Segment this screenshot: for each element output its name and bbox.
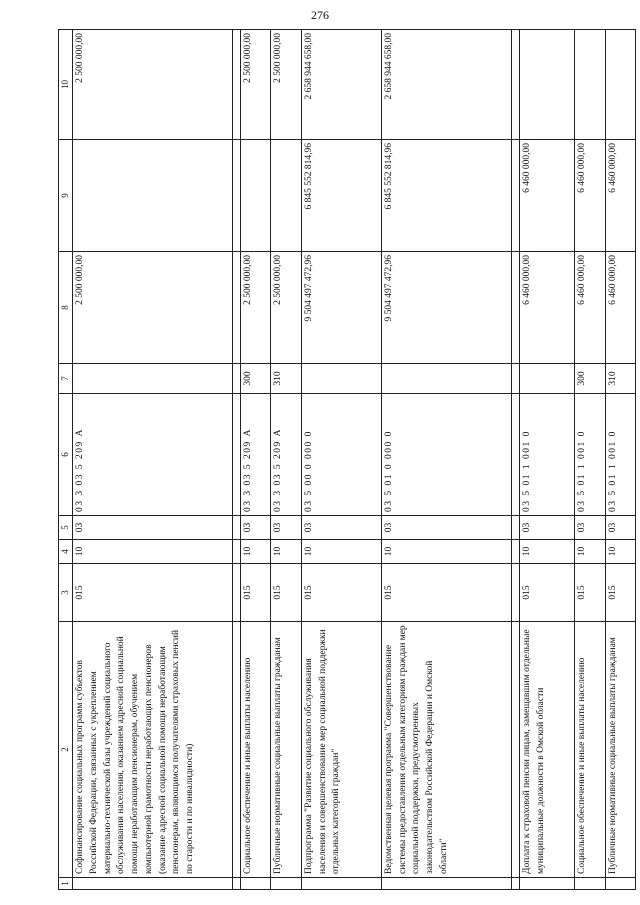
cell-name: Софинансирование социальных программ субъектов Российской Федерации, связанных с укреплением материально-технической базы учреждений социального обслуживания населения, оказанием адресной социальной помощи неработающим пенсионерам, обучением компьютерной грамотности неработающих пенсионеров (оказание адресной социальной помощи неработающим пенсионерам, являющимся получателями страховых пенсий по старости и по инвалидности) — [73, 622, 233, 878]
cell-name: Публичные нормативные социальные выплаты гражданам — [605, 622, 635, 878]
table-row — [519, 30, 574, 890]
page-number: 276 — [311, 8, 329, 22]
cell-code-4: 10 — [519, 540, 574, 564]
cell-code-3: 015 — [271, 564, 301, 622]
cell-sum-3 — [575, 30, 605, 140]
cell-code-5: 03 — [575, 516, 605, 540]
cell-blank — [605, 878, 635, 890]
cell-code-4: 10 — [271, 540, 301, 564]
cell-blank — [301, 878, 381, 890]
cell-code-4: 10 — [241, 540, 271, 564]
cell-sum-total: 6 460 000,00 — [519, 252, 574, 364]
table-row — [271, 30, 301, 890]
cell-code-5: 03 — [271, 516, 301, 540]
cell-expense-type — [381, 364, 511, 394]
cell-code-4: 10 — [301, 540, 381, 564]
cell-code-5: 03 — [301, 516, 381, 540]
cell-sum-2 — [271, 140, 301, 252]
col-header: 9 — [59, 140, 73, 252]
cell-sum-2: 6 845 552 814,96 — [301, 140, 381, 252]
rotated-budget-table — [58, 30, 636, 890]
table-row — [73, 30, 233, 890]
cell-target-article: 03 5 01 1 001 0 — [575, 394, 605, 516]
cell-code-5: 03 — [519, 516, 574, 540]
cell-sum-3: 2 500 000,00 — [271, 30, 301, 140]
cell-sum-3: 2 500 000,00 — [73, 30, 233, 140]
row-gap — [233, 30, 241, 890]
cell-code-3: 015 — [241, 564, 271, 622]
col-header: 10 — [59, 30, 73, 140]
cell-code-3: 015 — [605, 564, 635, 622]
cell-name: Ведомственная целевая программа "Совершенствование системы предоставления отдельным категориям граждан мер социальной поддержки, предусмотренных законодательством Российской Федерации и Омской области" — [381, 622, 511, 878]
cell-code-3: 015 — [301, 564, 381, 622]
cell-name: Социальное обеспечение и иные выплаты населению — [575, 622, 605, 878]
cell-code-3: 015 — [575, 564, 605, 622]
cell-expense-type: 310 — [271, 364, 301, 394]
cell-code-5: 03 — [241, 516, 271, 540]
row-gap — [511, 30, 519, 890]
cell-blank — [73, 878, 233, 890]
cell-blank — [381, 878, 511, 890]
cell-code-3: 015 — [381, 564, 511, 622]
cell-code-5: 03 — [73, 516, 233, 540]
cell-code-4: 10 — [605, 540, 635, 564]
cell-target-article: 03 5 01 0 000 0 — [381, 394, 511, 516]
cell-name: Социальное обеспечение и иные выплаты населению — [241, 622, 271, 878]
cell-sum-3: 2 658 944 658,00 — [381, 30, 511, 140]
cell-target-article: 03 3 03 5 209 А — [241, 394, 271, 516]
cell-sum-2: 6 460 000,00 — [605, 140, 635, 252]
cell-target-article: 03 3 03 5 209 А — [271, 394, 301, 516]
col-header: 2 — [59, 622, 73, 878]
budget-table — [58, 29, 636, 890]
cell-code-5: 03 — [381, 516, 511, 540]
cell-sum-3 — [605, 30, 635, 140]
cell-blank — [271, 878, 301, 890]
cell-expense-type — [73, 364, 233, 394]
cell-sum-total: 9 504 497 472,96 — [381, 252, 511, 364]
cell-sum-2: 6 460 000,00 — [519, 140, 574, 252]
cell-sum-2: 6 460 000,00 — [575, 140, 605, 252]
column-number-row — [59, 30, 73, 890]
cell-sum-total: 6 460 000,00 — [575, 252, 605, 364]
cell-sum-3: 2 500 000,00 — [241, 30, 271, 140]
cell-code-4: 10 — [575, 540, 605, 564]
cell-blank — [519, 878, 574, 890]
cell-code-5: 03 — [605, 516, 635, 540]
table-row — [605, 30, 635, 890]
cell-name: Подпрограмма "Развитие социального обслуживания населения и совершенствование мер социальной поддержки отдельных категорий граждан" — [301, 622, 381, 878]
cell-sum-total: 2 500 000,00 — [241, 252, 271, 364]
table-row — [575, 30, 605, 890]
cell-expense-type: 300 — [575, 364, 605, 394]
cell-blank — [575, 878, 605, 890]
cell-sum-2: 6 845 552 814,96 — [381, 140, 511, 252]
cell-sum-3: 2 658 944 658,00 — [301, 30, 381, 140]
cell-sum-2 — [73, 140, 233, 252]
cell-code-4: 10 — [73, 540, 233, 564]
col-header: 8 — [59, 252, 73, 364]
cell-code-4: 10 — [381, 540, 511, 564]
cell-sum-2 — [241, 140, 271, 252]
cell-code-3: 015 — [73, 564, 233, 622]
cell-sum-total: 2 500 000,00 — [73, 252, 233, 364]
table-row — [301, 30, 381, 890]
cell-sum-total: 2 500 000,00 — [271, 252, 301, 364]
cell-target-article: 03 5 01 1 001 0 — [605, 394, 635, 516]
cell-sum-total: 9 504 497 472,96 — [301, 252, 381, 364]
cell-name: Публичные нормативные социальные выплаты гражданам — [271, 622, 301, 878]
col-header: 4 — [59, 540, 73, 564]
col-header: 6 — [59, 394, 73, 516]
cell-expense-type — [301, 364, 381, 394]
cell-code-3: 015 — [519, 564, 574, 622]
cell-expense-type: 300 — [241, 364, 271, 394]
cell-target-article: 03 5 01 1 001 0 — [519, 394, 574, 516]
cell-target-article: 03 5 00 0 000 0 — [301, 394, 381, 516]
col-header: 7 — [59, 364, 73, 394]
col-header: 1 — [59, 878, 73, 890]
cell-target-article: 03 3 03 5 209 А — [73, 394, 233, 516]
table-row — [381, 30, 511, 890]
cell-sum-total: 6 460 000,00 — [605, 252, 635, 364]
cell-expense-type: 310 — [605, 364, 635, 394]
cell-sum-3 — [519, 30, 574, 140]
cell-name: Доплата к страховой пенсии лицам, замещавшим отдельные муниципальные должности в Омской области — [519, 622, 574, 878]
cell-blank — [241, 878, 271, 890]
cell-expense-type — [519, 364, 574, 394]
table-row — [241, 30, 271, 890]
col-header: 5 — [59, 516, 73, 540]
col-header: 3 — [59, 564, 73, 622]
